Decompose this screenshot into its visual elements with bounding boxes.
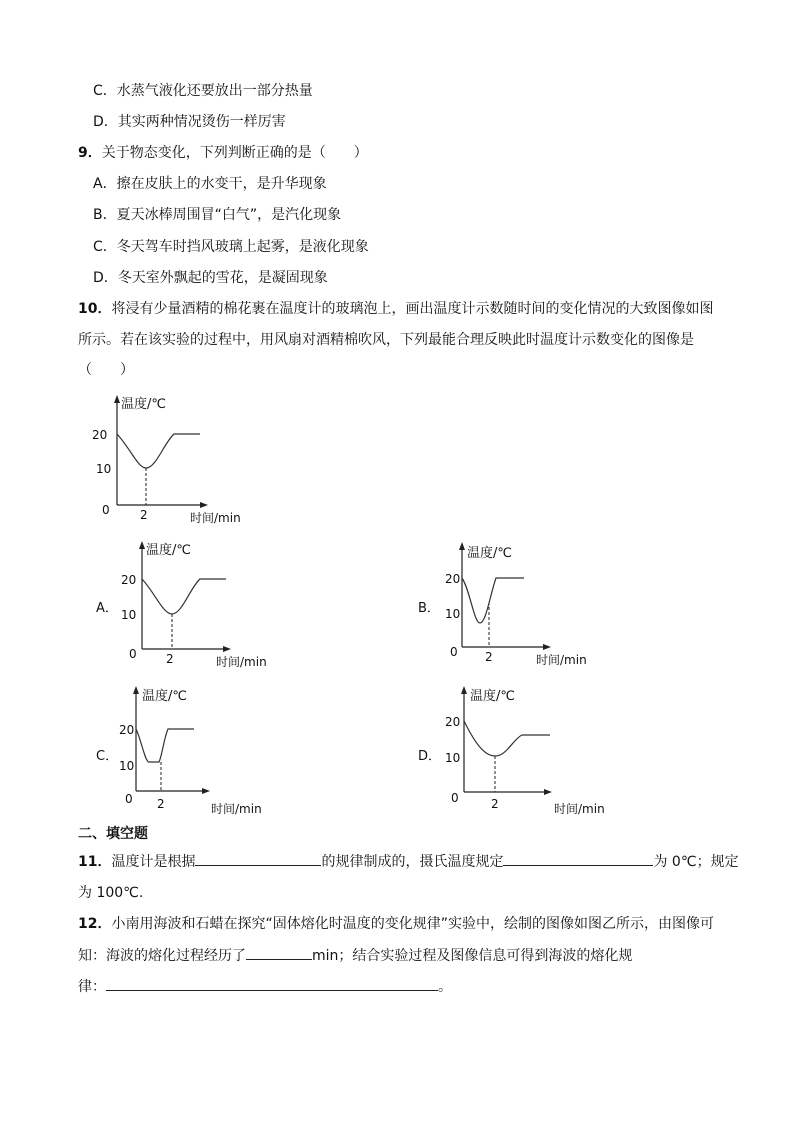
- q12-text-5: 。: [438, 979, 452, 995]
- q10-stem-line2: 所示。若在该实验的过程中，用风扇对酒精棉吹风，下列最能合理反映此时温度计示数变化的图像是: [78, 332, 694, 348]
- x-axis-label: 时间/min: [554, 802, 605, 816]
- x-tick-2: 2: [166, 652, 174, 666]
- q9-option-d: D．冬天室外飘起的雪花，是凝固现象: [93, 270, 328, 286]
- q12-line3: [78, 976, 452, 997]
- reference-graph: [90, 393, 290, 533]
- origin-label: 0: [102, 503, 110, 517]
- q11-text-2: 的规律制成的，摄氏温度规定: [321, 854, 504, 870]
- q11-text-1: 温度计是根据: [111, 854, 196, 870]
- q11-blank-1[interactable]: [195, 851, 321, 866]
- x-axis-label: 时间/min: [211, 802, 262, 816]
- q9-number: 9．: [78, 145, 102, 161]
- y-tick-10: 10: [119, 759, 135, 773]
- q10-option-c-label: C．: [96, 749, 119, 764]
- x-axis-arrow-icon: [202, 788, 210, 794]
- y-tick-20: 20: [119, 723, 135, 737]
- origin-label: 0: [129, 647, 137, 661]
- temperature-curve: [464, 721, 550, 756]
- q12-line1: [78, 914, 714, 934]
- q12-line2: [78, 945, 632, 966]
- option-d-graph: [437, 683, 637, 818]
- x-tick-2: 2: [157, 797, 165, 811]
- q11-number: 11．: [78, 854, 112, 870]
- origin-label: 0: [125, 792, 133, 806]
- q11-text-3: 为 0℃；规定: [653, 854, 739, 870]
- y-axis-arrow-icon: [114, 395, 120, 403]
- q12-blank-1[interactable]: [246, 945, 312, 960]
- origin-label: 0: [451, 791, 459, 805]
- q11-blank-2[interactable]: [503, 851, 653, 866]
- y-tick-10: 10: [445, 751, 461, 765]
- y-axis-arrow-icon: [459, 542, 465, 550]
- option-c-graph: [114, 683, 314, 818]
- option-b-graph: [436, 540, 636, 675]
- temperature-curve: [136, 729, 194, 762]
- x-axis-label: 时间/min: [216, 655, 267, 669]
- q9-option-a: A．擦在皮肤上的水变干，是升华现象: [93, 176, 327, 192]
- q10-number: 10．: [78, 301, 112, 317]
- x-axis-arrow-icon: [543, 644, 551, 650]
- temperature-curve: [142, 579, 226, 614]
- y-axis-arrow-icon: [139, 541, 145, 549]
- y-axis-label: 温度/℃: [146, 543, 191, 558]
- q12-text-1: 小南用海波和石蜡在探究“固体熔化时温度的变化规律”实验中，绘制的图像如图乙所示，由图像可: [111, 916, 714, 932]
- q8-option-d: D．其实两种情况烫伤一样厉害: [93, 114, 286, 130]
- option-a-graph: [115, 537, 315, 672]
- y-tick-10: 10: [96, 462, 112, 476]
- q12-text-3: min；结合实验过程及图像信息可得到海波的熔化规: [312, 948, 633, 964]
- x-tick-2: 2: [485, 650, 493, 664]
- q11-line2: 为 100℃.: [78, 885, 144, 901]
- q12-blank-2[interactable]: [106, 976, 438, 991]
- temperature-curve: [117, 434, 200, 468]
- q10-stem-line3: （ ）: [78, 362, 134, 378]
- q10-option-b-label: B．: [418, 601, 440, 616]
- y-tick-10: 10: [445, 607, 461, 621]
- q9-stem-text: 关于物态变化，下列判断正确的是（ ）: [101, 145, 368, 161]
- origin-label: 0: [450, 645, 458, 659]
- y-axis-label: 温度/℃: [470, 689, 515, 704]
- y-axis-label: 温度/℃: [121, 397, 166, 412]
- y-tick-20: 20: [445, 715, 461, 729]
- q9-stem: [78, 143, 368, 163]
- q12-text-4: 律：: [78, 979, 106, 995]
- q9-option-b: B．夏天冰棒周围冒“白气”，是汽化现象: [93, 207, 342, 223]
- y-axis-arrow-icon: [461, 686, 467, 694]
- q10-option-a-label: A．: [96, 601, 118, 616]
- x-tick-2: 2: [491, 797, 499, 811]
- x-axis-label: 时间/min: [190, 511, 241, 525]
- q10-stem-line1: [78, 299, 713, 319]
- q12-text-2: 知：海波的熔化过程经历了: [78, 948, 246, 964]
- y-tick-10: 10: [121, 608, 137, 622]
- q10-option-d-label: D．: [418, 749, 442, 764]
- y-axis-arrow-icon: [133, 686, 139, 694]
- x-axis-label: 时间/min: [536, 653, 587, 667]
- x-axis-arrow-icon: [544, 789, 552, 795]
- x-axis-arrow-icon: [223, 646, 231, 652]
- y-tick-20: 20: [121, 573, 137, 587]
- y-tick-20: 20: [92, 428, 108, 442]
- q9-option-c: C．冬天驾车时挡风玻璃上起雾，是液化现象: [93, 239, 369, 255]
- x-tick-2: 2: [140, 508, 148, 522]
- section-title-fill-in: 二、填空题: [78, 826, 148, 842]
- q11-line1: [78, 851, 739, 872]
- temperature-curve: [462, 578, 524, 623]
- q12-number: 12．: [78, 916, 112, 932]
- q10-stem-text-1: 将浸有少量酒精的棉花裹在温度计的玻璃泡上，画出温度计示数随时间的变化情况的大致图像如图: [111, 301, 714, 317]
- y-axis-label: 温度/℃: [467, 546, 512, 561]
- y-axis-label: 温度/℃: [142, 689, 187, 704]
- y-tick-20: 20: [445, 572, 461, 586]
- q8-option-c: C．水蒸气液化还要放出一部分热量: [93, 83, 313, 99]
- x-axis-arrow-icon: [200, 502, 208, 508]
